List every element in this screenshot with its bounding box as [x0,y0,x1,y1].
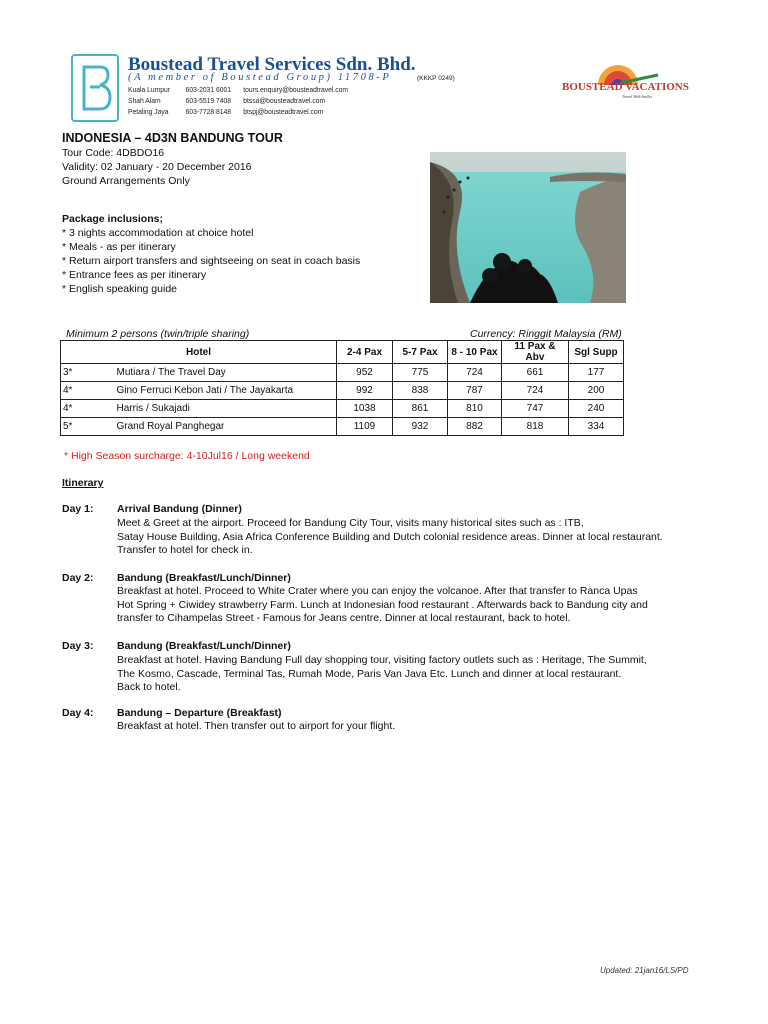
price-cell: 952 [337,364,393,382]
package-item: * Return airport transfers and sightseeing on seat in coach basis [62,255,361,267]
day-title: Bandung (Breakfast/Lunch/Dinner) [117,640,291,652]
day-label: Day 3: [62,640,94,652]
tour-arrangement: Ground Arrangements Only [62,175,190,187]
price-cell: 932 [393,418,448,436]
package-item: * Entrance fees as per itinerary [62,269,207,281]
day-description [117,517,663,558]
price-cell: 1038 [337,400,393,418]
min-persons-note: Minimum 2 persons (twin/triple sharing) [66,328,250,340]
col-header-hotel: Hotel [61,341,337,364]
description-line: Satay House Building, Asia Africa Conference Building and Dutch colonial residence areas. Dinner at local restaurant. [117,530,663,543]
price-cell: 747 [502,400,569,418]
price-cell: 861 [393,400,448,418]
price-cell: 775 [393,364,448,382]
description-line: Hot Spring + Ciwidey strawberry Farm. Lunch at Indonesian food restaurant . Afterwards back to Bandung city and [117,598,648,611]
office-email: btssa@bousteadtravel.com [243,96,326,105]
day-description [117,654,647,695]
office-phone: 603-5519 7408 [185,96,232,105]
price-cell: 992 [337,382,393,400]
col-header-sgl-supp: Sgl Supp [569,341,624,364]
member-line: (A member of Boustead Group) 11708-P [128,72,392,83]
table-row [61,382,624,400]
day-title: Bandung (Breakfast/Lunch/Dinner) [117,572,291,584]
price-cell: 724 [448,364,502,382]
table-row [61,400,624,418]
day-title: Arrival Bandung (Dinner) [117,503,242,515]
price-table [60,340,624,436]
star-rating: 4* [61,400,115,418]
description-line: transfer to Cihampelas Street - Famous for Jeans centre. Dinner at local restaurant, back to hotel. [117,612,571,624]
table-row [61,364,624,382]
day-label: Day 2: [62,572,94,584]
hotel-name: Gino Ferruci Kebon Jati / The Jayakarta [115,382,337,400]
star-rating: 3* [61,364,115,382]
itinerary-heading: Itinerary [62,477,104,489]
day-label: Day 4: [62,707,94,719]
tour-title: INDONESIA – 4D3N BANDUNG TOUR [62,131,283,145]
office-phone: 603-2031 6001 [185,85,232,94]
description-line: Back to hotel. [117,681,181,693]
day-title: Bandung – Departure (Breakfast) [117,707,282,719]
price-cell: 1109 [337,418,393,436]
price-cell: 787 [448,382,502,400]
tour-code: Tour Code: 4DBDO16 [62,147,165,159]
col-header-8-10-pax: 8 - 10 Pax [448,341,502,364]
price-cell: 724 [502,382,569,400]
day-description [117,585,648,626]
day-label: Day 1: [62,503,94,515]
price-cell: 838 [393,382,448,400]
price-cell: 240 [569,400,624,418]
price-cell: 882 [448,418,502,436]
day-description [117,720,395,734]
hotel-name: Grand Royal Panghegar [115,418,337,436]
currency-note: Currency: Ringgit Malaysia (RM) [470,328,622,340]
company-name: Boustead Travel Services Sdn. Bhd. [128,54,416,75]
price-cell: 200 [569,382,624,400]
package-item: * English speaking guide [62,283,177,295]
star-rating: 5* [61,418,115,436]
price-cell: 818 [502,418,569,436]
price-cell: 334 [569,418,624,436]
office-email: tours.enquiry@bousteadtravel.com [243,85,348,94]
office-phone: 603-7728 8148 [185,107,232,116]
col-header-2-4-pax: 2-4 Pax [337,341,393,364]
updated-note: Updated: 21jan16/LS/PD [600,966,689,975]
high-season-surcharge-note: * High Season surcharge: 4-10Jul16 / Long weekend [64,450,310,462]
description-line: Meet & Greet at the airport. Proceed for Bandung City Tour, visits many historical sites such as : ITB, [117,517,584,529]
hotel-name: Harris / Sukajadi [115,400,337,418]
price-cell: 661 [502,364,569,382]
svg-text:BOUSTEAD VACATIONS: BOUSTEAD VACATIONS [562,81,689,93]
company-logo-icon [70,53,120,123]
office-email: btspj@bousteadtravel.com [243,107,324,116]
package-item: * 3 nights accommodation at choice hotel [62,227,254,239]
table-row [61,418,624,436]
description-line: Breakfast at hotel. Then transfer out to airport for your flight. [117,720,396,732]
star-rating: 4* [61,382,115,400]
white-crater-photo [430,152,626,303]
boustead-vacations-logo [560,63,689,107]
description-line: Breakfast at hotel. Having Bandung Full day shopping tour, visiting factory outlets such as : Heritage, The Summit, [117,654,647,666]
licence-number: (KKKP 0249) [417,75,455,82]
office-city: Shah Alam [128,96,161,105]
description-line: The Kosmo, Cascade, Terminal Tas, Rumah Mode, Paris Van Java Etc. Lunch and dinner at local restaurant. [117,667,622,680]
svg-text:Travel With Smiles: Travel With Smiles [622,94,652,99]
office-city: Kuala Lumpur [128,85,171,94]
price-cell: 810 [448,400,502,418]
col-header-5-7-pax: 5-7 Pax [393,341,448,364]
table-header-row [61,341,624,364]
package-heading: Package inclusions; [62,213,163,225]
description-line: Breakfast at hotel. Proceed to White Crater where you can enjoy the volcanoe. After that transfer to Ranca Upas [117,585,638,597]
tour-validity: Validity: 02 January - 20 December 2016 [62,161,252,173]
hotel-name: Mutiara / The Travel Day [115,364,337,382]
description-line: Transfer to hotel for check in. [117,544,253,556]
package-item: * Meals - as per itinerary [62,241,176,253]
office-city: Petaling Jaya [128,107,169,116]
price-cell: 177 [569,364,624,382]
col-header-11-pax: 11 Pax & Abv [502,341,569,364]
